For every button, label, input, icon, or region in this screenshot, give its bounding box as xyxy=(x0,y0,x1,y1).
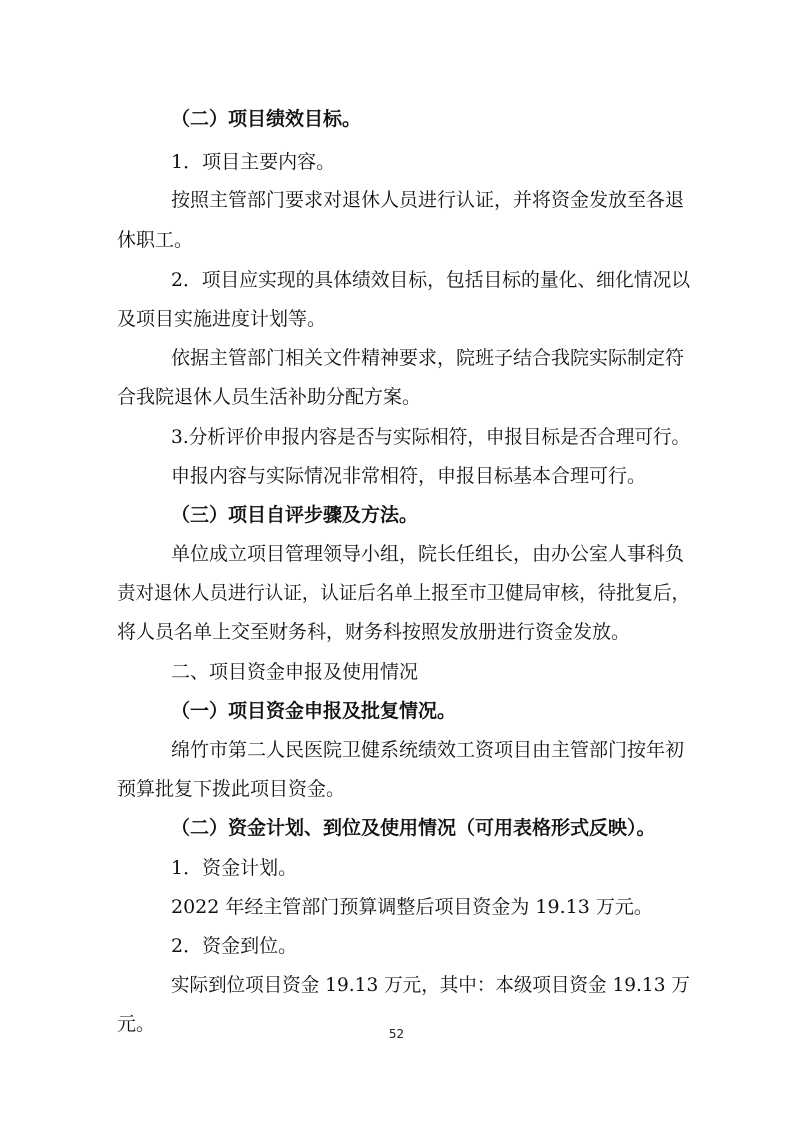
paragraph-line: 实际到位项目资金 19.13 万元，其中：本级项目资金 19.13 万 xyxy=(171,974,690,996)
subheading-main-content: 1．项目主要内容。 xyxy=(171,151,336,173)
paragraph-line: 依据主管部门相关文件精神要求，院班子结合我院实际制定符 xyxy=(171,347,685,369)
paragraph-line: 2022 年经主管部门预算调整后项目资金为 19.13 万元。 xyxy=(171,896,653,918)
subheading-specific-goals: 2．项目应实现的具体绩效目标，包括目标的量化、细化情况以 xyxy=(171,269,691,291)
paragraph-line: 绵竹市第二人民医院卫健系统绩效工资项目由主管部门按年初 xyxy=(171,739,685,761)
paragraph-line: 申报内容与实际情况非常相符，申报目标基本合理可行。 xyxy=(171,465,647,487)
section-heading-funds: 二、项目资金申报及使用情况 xyxy=(171,661,419,683)
paragraph-line: 单位成立项目管理领导小组，院长任组长，由办公室人事科负 xyxy=(171,543,685,565)
section-heading-self-evaluation: （三）项目自评步骤及方法。 xyxy=(171,504,419,526)
section-heading-performance-goals: （二）项目绩效目标。 xyxy=(171,108,362,130)
paragraph-line: 元。 xyxy=(117,1013,156,1035)
paragraph-line: 按照主管部门要求对退休人员进行认证，并将资金发放至各退 xyxy=(171,189,685,211)
paragraph-line: 预算批复下拨此项目资金。 xyxy=(117,778,346,800)
subheading-funds-plan: 1．资金计划。 xyxy=(171,857,298,879)
paragraph-line: 将人员名单上交至财务科，财务科按照发放册进行资金发放。 xyxy=(117,621,631,643)
paragraph-line: 休职工。 xyxy=(117,229,194,251)
paragraph-line: 责对退休人员进行认证，认证后名单上报至市卫健局审核，待批复后， xyxy=(117,582,691,604)
subheading-analysis: 3.分析评价申报内容是否与实际相符，申报目标是否合理可行。 xyxy=(171,426,691,448)
section-heading-funds-approval: （一）项目资金申报及批复情况。 xyxy=(171,700,457,722)
section-heading-funds-plan: （二）资金计划、到位及使用情况（可用表格形式反映）。 xyxy=(171,817,656,839)
paragraph-line: 及项目实施进度计划等。 xyxy=(117,308,327,330)
paragraph-line: 合我院退休人员生活补助分配方案。 xyxy=(117,386,422,408)
subheading-funds-arrival: 2．资金到位。 xyxy=(171,935,298,957)
page-number: 52 xyxy=(388,1027,405,1041)
